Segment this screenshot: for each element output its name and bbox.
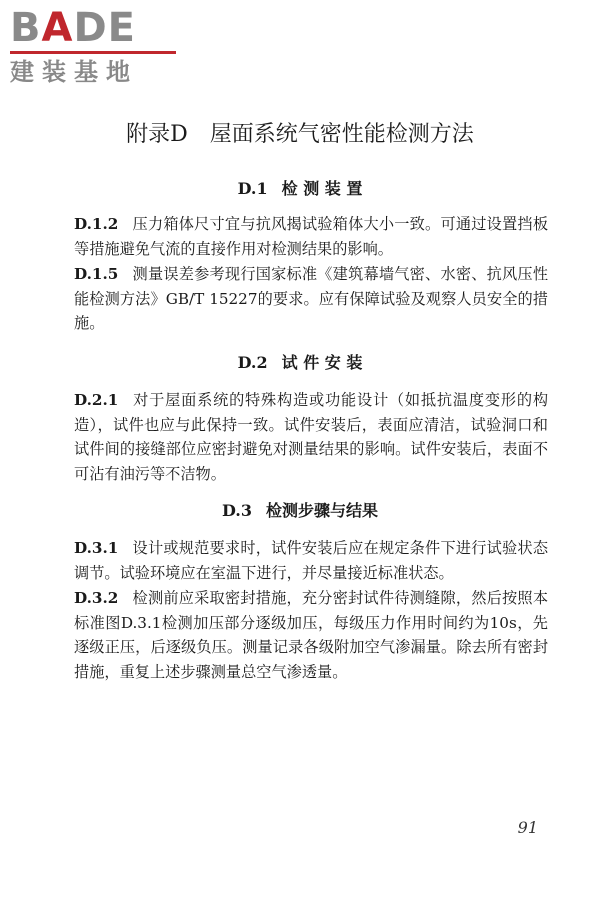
section-heading-d2: D.2 试 件 安 装: [237, 353, 363, 372]
clause-d-3-2: D.3.2 检测前应采取密封措施，充分密封试件待测缝隙，然后按照本标准图D.3.1检测加压部分逐级加压，每级压力作用时间约为10s，先逐级正压，后逐级负压。测量记录各级附加空气渗漏量。除去所有密封措施，重复上述步骤测量总空气渗透量。: [74, 589, 548, 681]
clause-d-1-2: D.1.2 压力箱体尺寸宜与抗风揭试验箱体大小一致。可通过设置挡板等措施避免气流的直接作用对检测结果的影响。: [74, 215, 548, 258]
page-number: 91: [517, 818, 538, 837]
logo-divider: [10, 51, 176, 54]
clause-d-3-1: D.3.1 设计或规范要求时，试件安装后应在规定条件下进行试验状态调节。试验环境应在室温下进行，并尽量接近标准状态。: [74, 539, 548, 582]
brand-logo: [10, 6, 180, 86]
page-title: 附录D 屋面系统气密性能检测方法: [126, 122, 474, 147]
section-heading-d1: D.1 检 测 装 置: [237, 179, 363, 198]
section-heading-d3: D.3 检测步骤与结果: [221, 501, 379, 520]
logo-subtitle: 建装基地: [10, 58, 138, 86]
clause-d-1-5: D.1.5 测量误差参考现行国家标准《建筑幕墙气密、水密、抗风压性能检测方法》GB/T 15227的要求。应有保障试验及观察人员安全的措施。: [74, 265, 548, 332]
logo-wordmark: BADE: [10, 5, 136, 51]
clause-d-2-1: D.2.1 对于屋面系统的特殊构造或功能设计（如抵抗温度变形的构造），试件也应与此保持一致。试件安装后，表面应清洁，试验洞口和试件间的接缝部位应密封避免对测量结果的影响。试件安装后，表面不可沾有油污等不洁物。: [74, 391, 548, 483]
